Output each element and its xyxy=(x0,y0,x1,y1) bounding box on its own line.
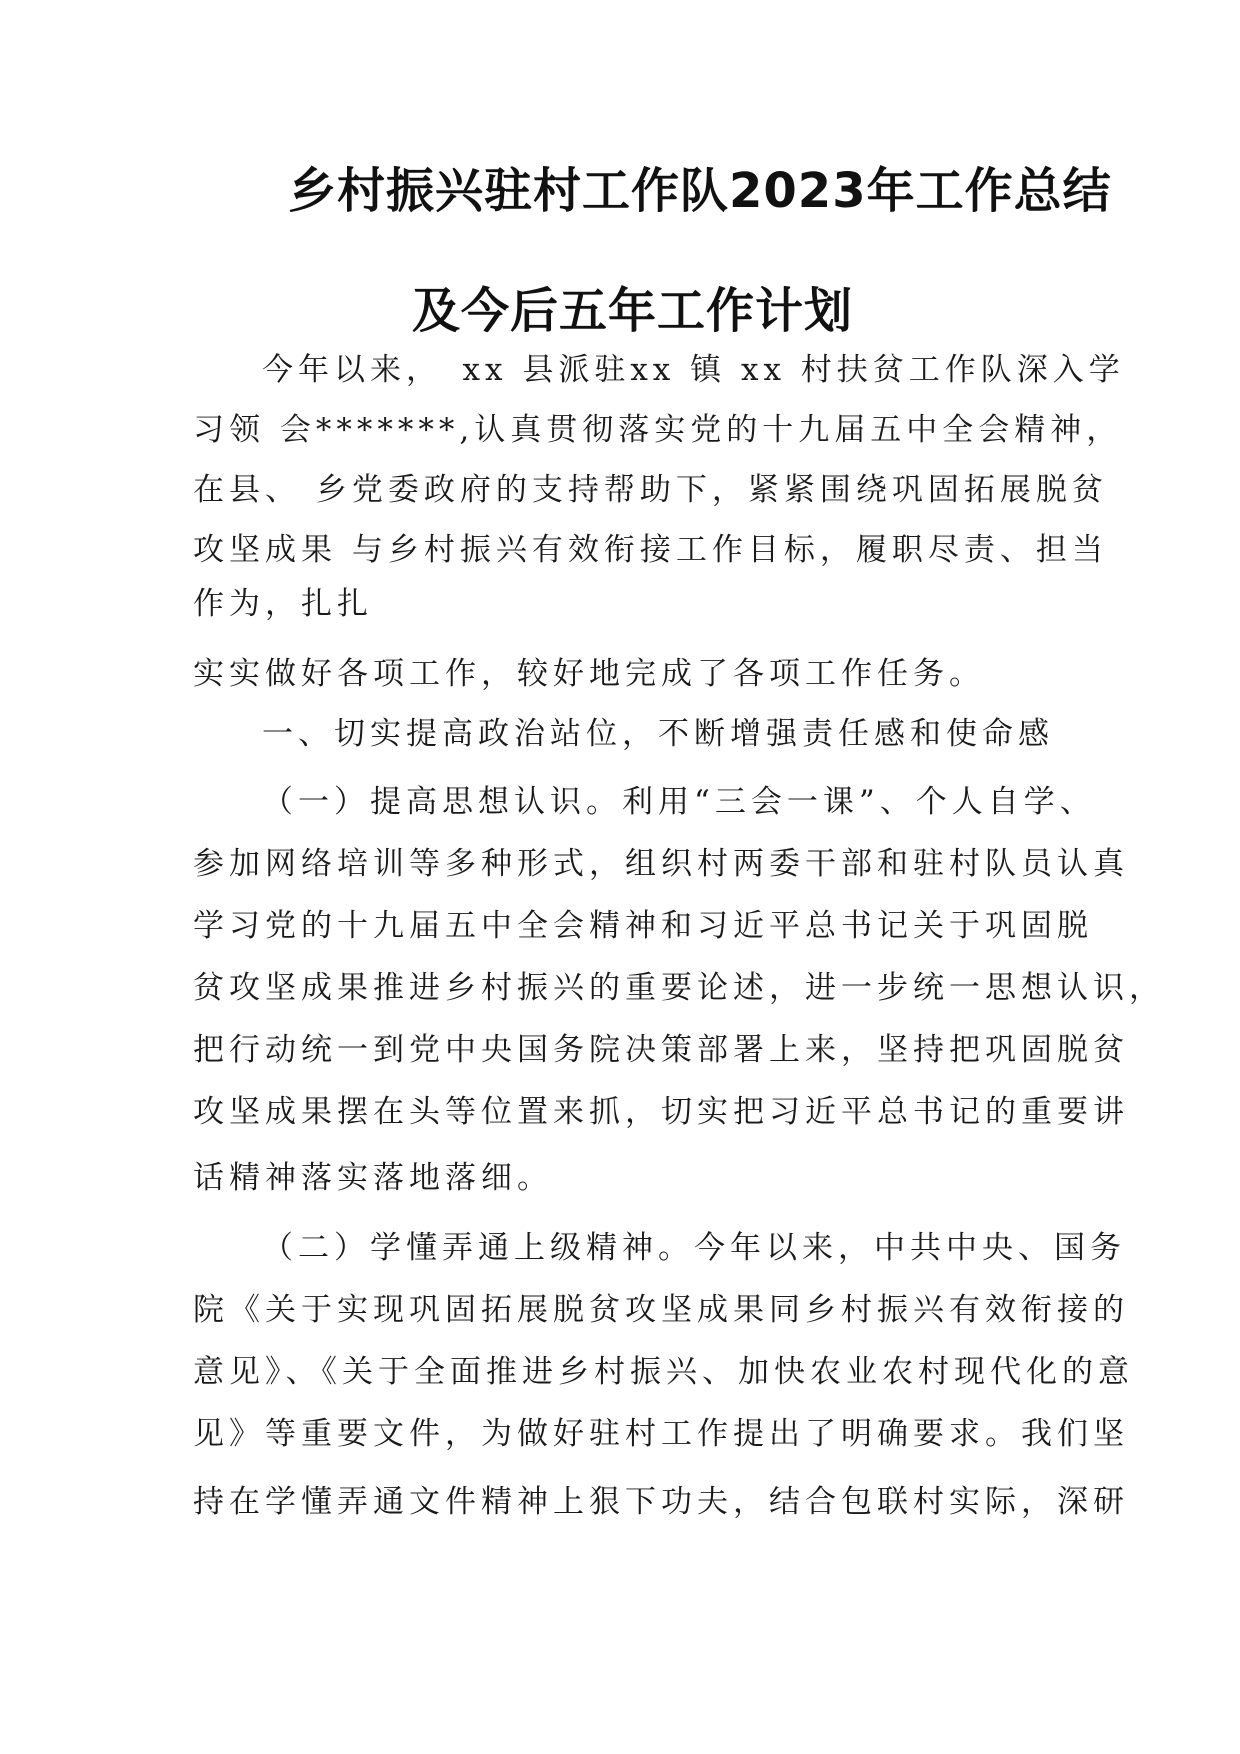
paragraph-line: （一）提高思想认识。利用“三会一课”、个人自学、 xyxy=(262,784,1096,820)
paragraph-line: 今年以来， xx 县派驻xx 镇 xx 村扶贫工作队深入学 xyxy=(262,352,1125,388)
paragraph-line: 意见》、《关于全面推进乡村振兴、加快农业农村现代化的意 xyxy=(193,1354,1134,1390)
paragraph-line: 持在学懂弄通文件精神上狠下功夫，结合包联村实际，深研 xyxy=(193,1484,1129,1520)
paragraph-line: 实实做好各项工作，较好地完成了各项工作任务。 xyxy=(193,656,985,692)
paragraph-line: 攻坚成果摆在头等位置来抓，切实把习近平总书记的重要讲 xyxy=(193,1094,1129,1130)
paragraph-line: 话精神落实落地落细。 xyxy=(193,1160,553,1196)
document-title-line-1: 乡村振兴驻村工作队2023年工作总结 xyxy=(288,163,1112,219)
paragraph-line: 在县、 乡党委政府的支持帮助下，紧紧围绕巩固拓展脱贫 xyxy=(193,472,1108,508)
document-title-line-2: 及今后五年工作计划 xyxy=(412,283,854,339)
paragraph-line: 把行动统一到党中央国务院决策部署上来，坚持把巩固脱贫 xyxy=(193,1032,1129,1068)
section-heading: 一、切实提高政治站位，不断增强责任感和使命感 xyxy=(262,716,1054,752)
paragraph-line: 习领 会*******,认真贯彻落实党的十九届五中全会精神， xyxy=(193,412,1123,448)
paragraph-line: （二）学懂弄通上级精神。今年以来，中共中央、国务 xyxy=(262,1230,1126,1266)
paragraph-line: 院《关于实现巩固拓展脱贫攻坚成果同乡村振兴有效衔接的 xyxy=(193,1292,1129,1328)
paragraph-line: 参加网络培训等多种形式，组织村两委干部和驻村队员认真 xyxy=(193,846,1129,882)
paragraph-line: 攻坚成果 与乡村振兴有效衔接工作目标，履职尽责、担当 xyxy=(193,532,1108,568)
paragraph-line: 学习党的十九届五中全会精神和习近平总书记关于巩固脱 xyxy=(193,908,1093,944)
paragraph-line: 见》等重要文件，为做好驻村工作提出了明确要求。我们坚 xyxy=(193,1416,1129,1452)
paragraph-line: 贫攻坚成果推进乡村振兴的重要论述，进一步统一思想认识， xyxy=(193,970,1165,1006)
paragraph-line: 作为，扎扎 xyxy=(193,586,373,622)
